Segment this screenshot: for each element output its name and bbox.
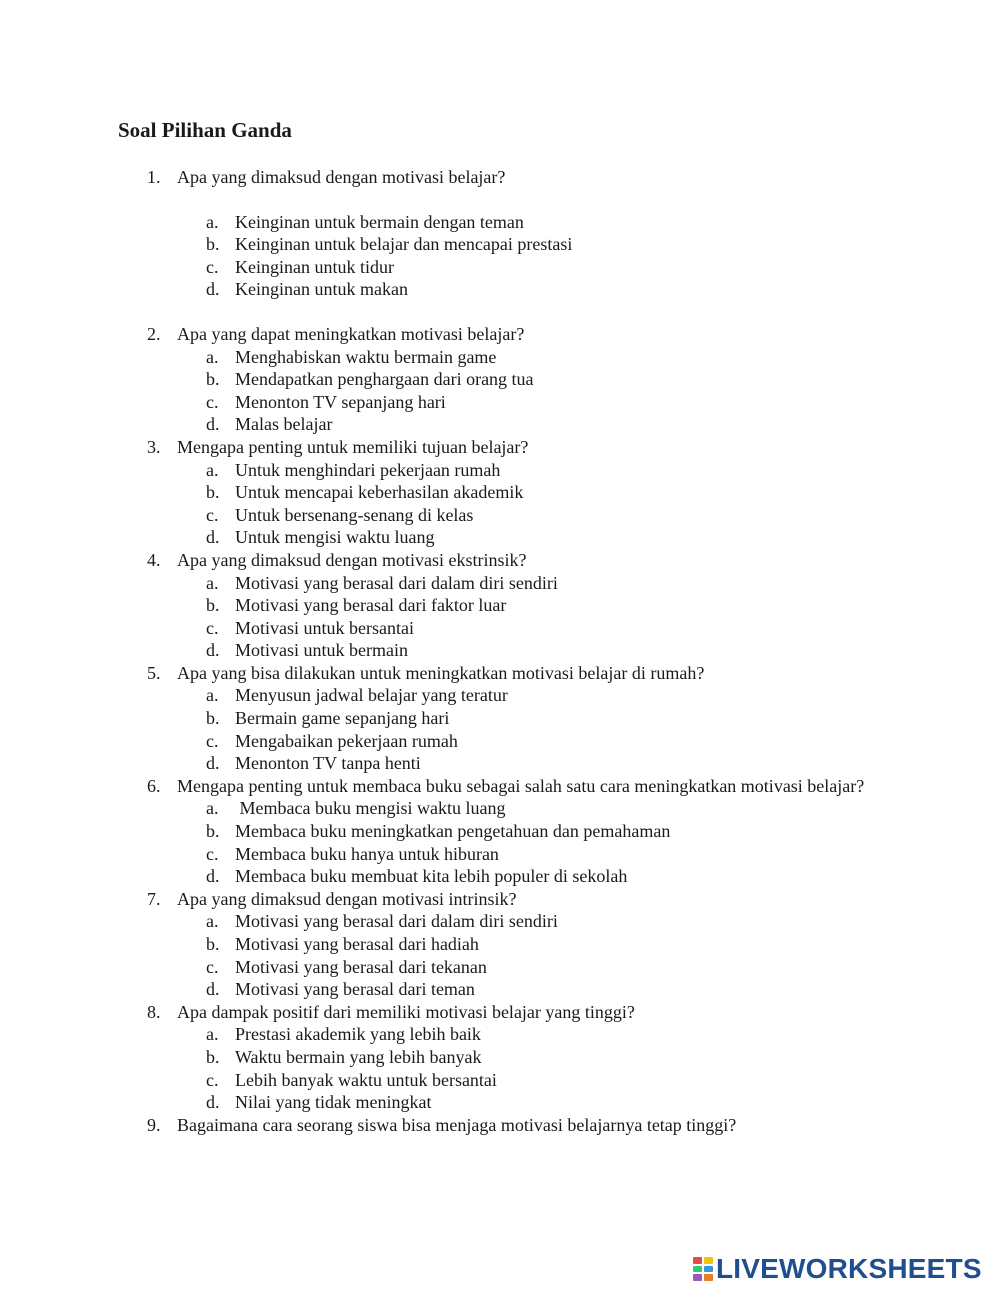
question-7 — [0, 888, 1000, 1001]
option-letter: a. — [206, 346, 219, 367]
option-letter: a. — [206, 211, 219, 232]
option-list — [0, 572, 1000, 662]
question-number: 7. — [147, 888, 161, 909]
option-letter: c. — [206, 504, 219, 525]
option-text: Motivasi yang berasal dari hadiah — [235, 934, 479, 954]
option-text: Mengabaikan pekerjaan rumah — [235, 730, 458, 751]
option-letter: d. — [206, 979, 220, 1000]
option-text: Menyusun jadwal belajar yang teratur — [235, 685, 508, 706]
question-number: 6. — [147, 775, 161, 796]
option-text: Mendapatkan penghargaan dari orang tua — [235, 369, 534, 390]
question-number: 8. — [147, 1001, 161, 1022]
option-letter: b. — [206, 934, 220, 954]
option-list — [0, 1023, 1000, 1113]
question-6 — [0, 775, 1000, 888]
option-letter: c. — [206, 730, 219, 751]
option-letter: d. — [206, 866, 220, 887]
option-c — [0, 843, 1000, 866]
option-text: Untuk bersenang-senang di kelas — [235, 504, 474, 525]
option-letter: d. — [206, 640, 220, 661]
option-c — [0, 256, 1000, 279]
option-d — [0, 978, 1000, 1001]
option-text: Membaca buku hanya untuk hiburan — [235, 843, 499, 864]
option-letter: b. — [206, 595, 220, 616]
option-letter: d. — [206, 414, 220, 435]
option-text: Keinginan untuk makan — [235, 279, 408, 300]
option-text: Untuk menghindari pekerjaan rumah — [235, 459, 501, 480]
option-list — [0, 459, 1000, 549]
option-text: Bermain game sepanjang hari — [235, 708, 450, 729]
page-title: Soal Pilihan Ganda — [118, 118, 292, 142]
question-4 — [0, 549, 1000, 662]
option-text: Membaca buku mengisi waktu luang — [235, 798, 506, 819]
question-text: Bagaimana cara seorang siswa bisa menjaga motivasi belajarnya tetap tinggi? — [177, 1114, 737, 1135]
question-text: Apa yang dapat meningkatkan motivasi belajar? — [177, 323, 525, 344]
option-text: Menonton TV sepanjang hari — [235, 391, 446, 412]
option-b — [0, 594, 1000, 617]
question-text: Apa yang bisa dilakukan untuk meningkatkan motivasi belajar di rumah? — [177, 662, 705, 683]
option-text: Motivasi yang berasal dari tekanan — [235, 956, 487, 977]
option-list — [0, 684, 1000, 774]
option-a — [0, 1023, 1000, 1046]
logo-tile — [693, 1266, 702, 1273]
option-c — [0, 1069, 1000, 1092]
question-number: 1. — [147, 167, 161, 187]
option-a — [0, 459, 1000, 482]
option-c — [0, 391, 1000, 414]
option-text: Keinginan untuk belajar dan mencapai prestasi — [235, 234, 573, 255]
option-letter: a. — [206, 1024, 219, 1045]
option-letter: d. — [206, 279, 220, 300]
logo-tile — [693, 1257, 702, 1264]
option-text: Motivasi yang berasal dari dalam diri sendiri — [235, 911, 558, 932]
option-a — [0, 797, 1000, 820]
question-text: Apa yang dimaksud dengan motivasi belajar? — [177, 167, 506, 187]
option-text: Membaca buku membuat kita lebih populer di sekolah — [235, 866, 628, 887]
question-number: 4. — [147, 549, 161, 570]
liveworksheets-icon — [693, 1257, 713, 1281]
option-letter: a. — [206, 685, 219, 706]
logo-tile — [704, 1266, 713, 1273]
option-text: Motivasi yang berasal dari dalam diri sendiri — [235, 572, 558, 593]
option-text: Menonton TV tanpa henti — [235, 753, 421, 774]
option-letter: b. — [206, 482, 220, 503]
option-d — [0, 526, 1000, 549]
question-9 — [0, 1114, 1000, 1137]
option-a — [0, 572, 1000, 595]
option-list — [0, 346, 1000, 436]
question-list — [0, 166, 1000, 1136]
option-d — [0, 639, 1000, 662]
option-letter: b. — [206, 369, 220, 390]
option-text: Motivasi yang berasal dari faktor luar — [235, 595, 507, 616]
option-list — [0, 910, 1000, 1000]
option-a — [0, 211, 1000, 234]
logo-tile — [704, 1257, 713, 1264]
option-text: Nilai yang tidak meningkat — [235, 1092, 432, 1113]
question-number: 5. — [147, 662, 161, 683]
option-c — [0, 504, 1000, 527]
option-b — [0, 820, 1000, 843]
option-c — [0, 730, 1000, 753]
option-letter: c. — [206, 617, 219, 638]
option-a — [0, 684, 1000, 707]
option-text: Keinginan untuk bermain dengan teman — [235, 211, 524, 232]
option-c — [0, 617, 1000, 640]
logo-tile — [704, 1274, 713, 1281]
question-1 — [0, 166, 1000, 301]
option-letter: c. — [206, 956, 219, 977]
option-letter: b. — [206, 708, 220, 729]
question-number: 3. — [147, 436, 161, 457]
option-text: Motivasi untuk bermain — [235, 640, 408, 661]
question-text: Mengapa penting untuk memiliki tujuan belajar? — [177, 436, 529, 457]
question-number: 2. — [147, 323, 161, 344]
brand-name: LIVEWORKSHEETS — [716, 1253, 982, 1284]
liveworksheets-logo — [693, 1254, 982, 1284]
question-number: 9. — [147, 1114, 161, 1135]
option-text: Waktu bermain yang lebih banyak — [235, 1046, 482, 1067]
option-d — [0, 1091, 1000, 1114]
logo-tile — [693, 1274, 702, 1281]
option-b — [0, 481, 1000, 504]
option-letter: d. — [206, 1092, 220, 1113]
option-letter: d. — [206, 527, 220, 548]
option-text: Lebih banyak waktu untuk bersantai — [235, 1069, 497, 1090]
option-letter: c. — [206, 843, 219, 864]
option-text: Keinginan untuk tidur — [235, 256, 394, 277]
question-5 — [0, 662, 1000, 775]
option-d — [0, 752, 1000, 775]
option-text: Untuk mengisi waktu luang — [235, 527, 435, 548]
option-letter: a. — [206, 798, 219, 819]
question-text: Apa yang dimaksud dengan motivasi ekstrinsik? — [177, 549, 527, 570]
option-text: Menghabiskan waktu bermain game — [235, 346, 497, 367]
option-d — [0, 865, 1000, 888]
option-letter: b. — [206, 821, 220, 842]
option-b — [0, 233, 1000, 256]
option-letter: a. — [206, 459, 219, 480]
option-letter: c. — [206, 391, 219, 412]
option-text: Motivasi untuk bersantai — [235, 617, 414, 638]
option-letter: b. — [206, 234, 220, 255]
option-list — [0, 797, 1000, 887]
option-text: Untuk mencapai keberhasilan akademik — [235, 482, 524, 503]
option-d — [0, 278, 1000, 301]
option-letter: a. — [206, 911, 219, 932]
question-text: Apa yang dimaksud dengan motivasi intrinsik? — [177, 888, 517, 909]
option-letter: b. — [206, 1046, 220, 1067]
question-3 — [0, 436, 1000, 549]
option-letter: d. — [206, 753, 220, 774]
option-b — [0, 368, 1000, 391]
option-b — [0, 707, 1000, 730]
option-d — [0, 413, 1000, 436]
option-text: Malas belajar — [235, 414, 333, 435]
option-letter: a. — [206, 572, 219, 593]
option-b — [0, 933, 1000, 956]
option-text: Prestasi akademik yang lebih baik — [235, 1024, 481, 1045]
option-list — [0, 211, 1000, 301]
option-text: Motivasi yang berasal dari teman — [235, 979, 475, 1000]
option-a — [0, 910, 1000, 933]
question-8 — [0, 1001, 1000, 1114]
option-letter: c. — [206, 256, 219, 277]
question-text: Mengapa penting untuk membaca buku sebagai salah satu cara meningkatkan motivasi belajar? — [177, 775, 865, 796]
option-b — [0, 1046, 1000, 1069]
option-c — [0, 956, 1000, 979]
option-letter: c. — [206, 1069, 219, 1090]
question-text: Apa dampak positif dari memiliki motivasi belajar yang tinggi? — [177, 1001, 635, 1022]
option-text: Membaca buku meningkatkan pengetahuan dan pemahaman — [235, 821, 671, 842]
option-a — [0, 346, 1000, 369]
question-2 — [0, 323, 1000, 436]
